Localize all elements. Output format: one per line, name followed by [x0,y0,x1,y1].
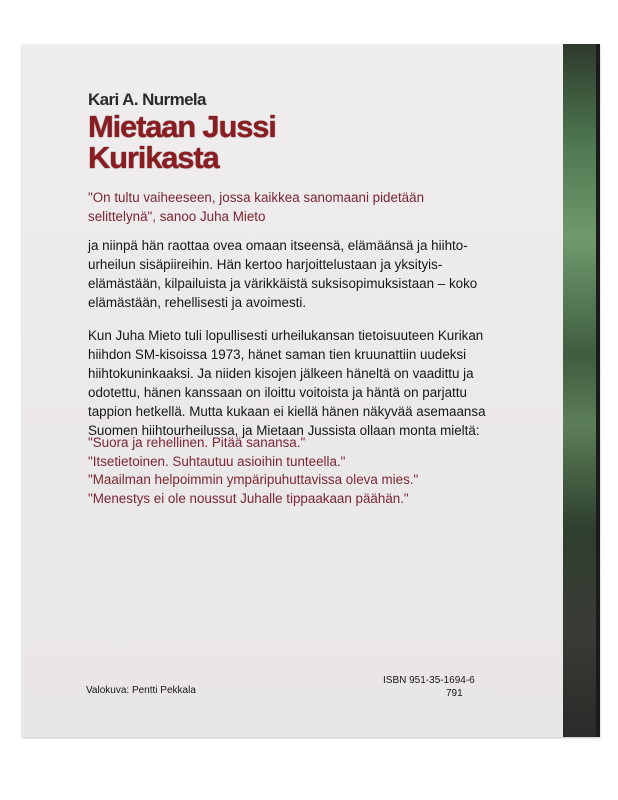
lead-quote-line: "On tultu vaiheeseen, jossa kaikkea sanomaani pidetään [88,190,425,205]
book-spine-photo [563,44,600,737]
paragraph-line: hiihtokuninkaaksi. Ja niiden kisojen jälkeen häneltä on vaadittu ja [88,366,474,381]
lead-quote-line: selittelynä", sanoo Juha Mieto [88,209,266,224]
catalog-code: 791 [446,688,463,699]
paragraph-line: elämästään, rehellisesti ja avoimesti. [88,295,307,310]
paragraph-line: tappion hetkellä. Mutta kukaan ei kiellä hänen näkyvää asemaansa [88,404,486,419]
paragraph-line: hiihdon SM-kisoissa 1973, hänet saman tien kruunattiin uudeksi [88,347,467,362]
paragraph-line: Kun Juha Mieto tuli lopullisesti urheilukansan tietoisuuteen Kurikan [88,328,484,343]
paragraph-line: urheilun sisäpiireihin. Hän kertoo harjoittelustaan ja yksityis- [88,257,443,272]
author-name: Kari A. Nurmela [88,90,206,109]
paragraph-line: ja niinpä hän raottaa ovea omaan itseensä, elämäänsä ja hiihto- [88,238,468,253]
quote-line: "Maailman helpoimmin ympäripuhuttavissa oleva mies." [88,472,419,488]
paragraph-line: odotettu, hänen kanssaan on iloittu voitoista ja häntä on parjattu [88,385,467,400]
book-title-line-1: Mietaan Jussi [88,109,276,144]
book-title-line-2: Kurikasta [88,140,219,175]
paragraph-line: elämästään, kilpailuista ja värikkäistä suksisopimuksistaan – koko [88,276,478,291]
quote-line: "Itsetietoinen. Suhtautuu asioihin tunteella." [88,453,346,469]
photo-credit: Valokuva: Pentti Pekkala [86,685,196,696]
paragraph-line: Suomen hiihtourheilussa, ja Mietaan Jussista ollaan monta mieltä: [88,423,480,438]
quote-line: "Suora ja rehellinen. Pitää sanansa." [88,435,306,450]
isbn: ISBN 951-35-1694-6 [383,675,475,686]
quote-line: "Menestys ei ole noussut Juhalle tippaakaan päähän." [88,490,409,506]
